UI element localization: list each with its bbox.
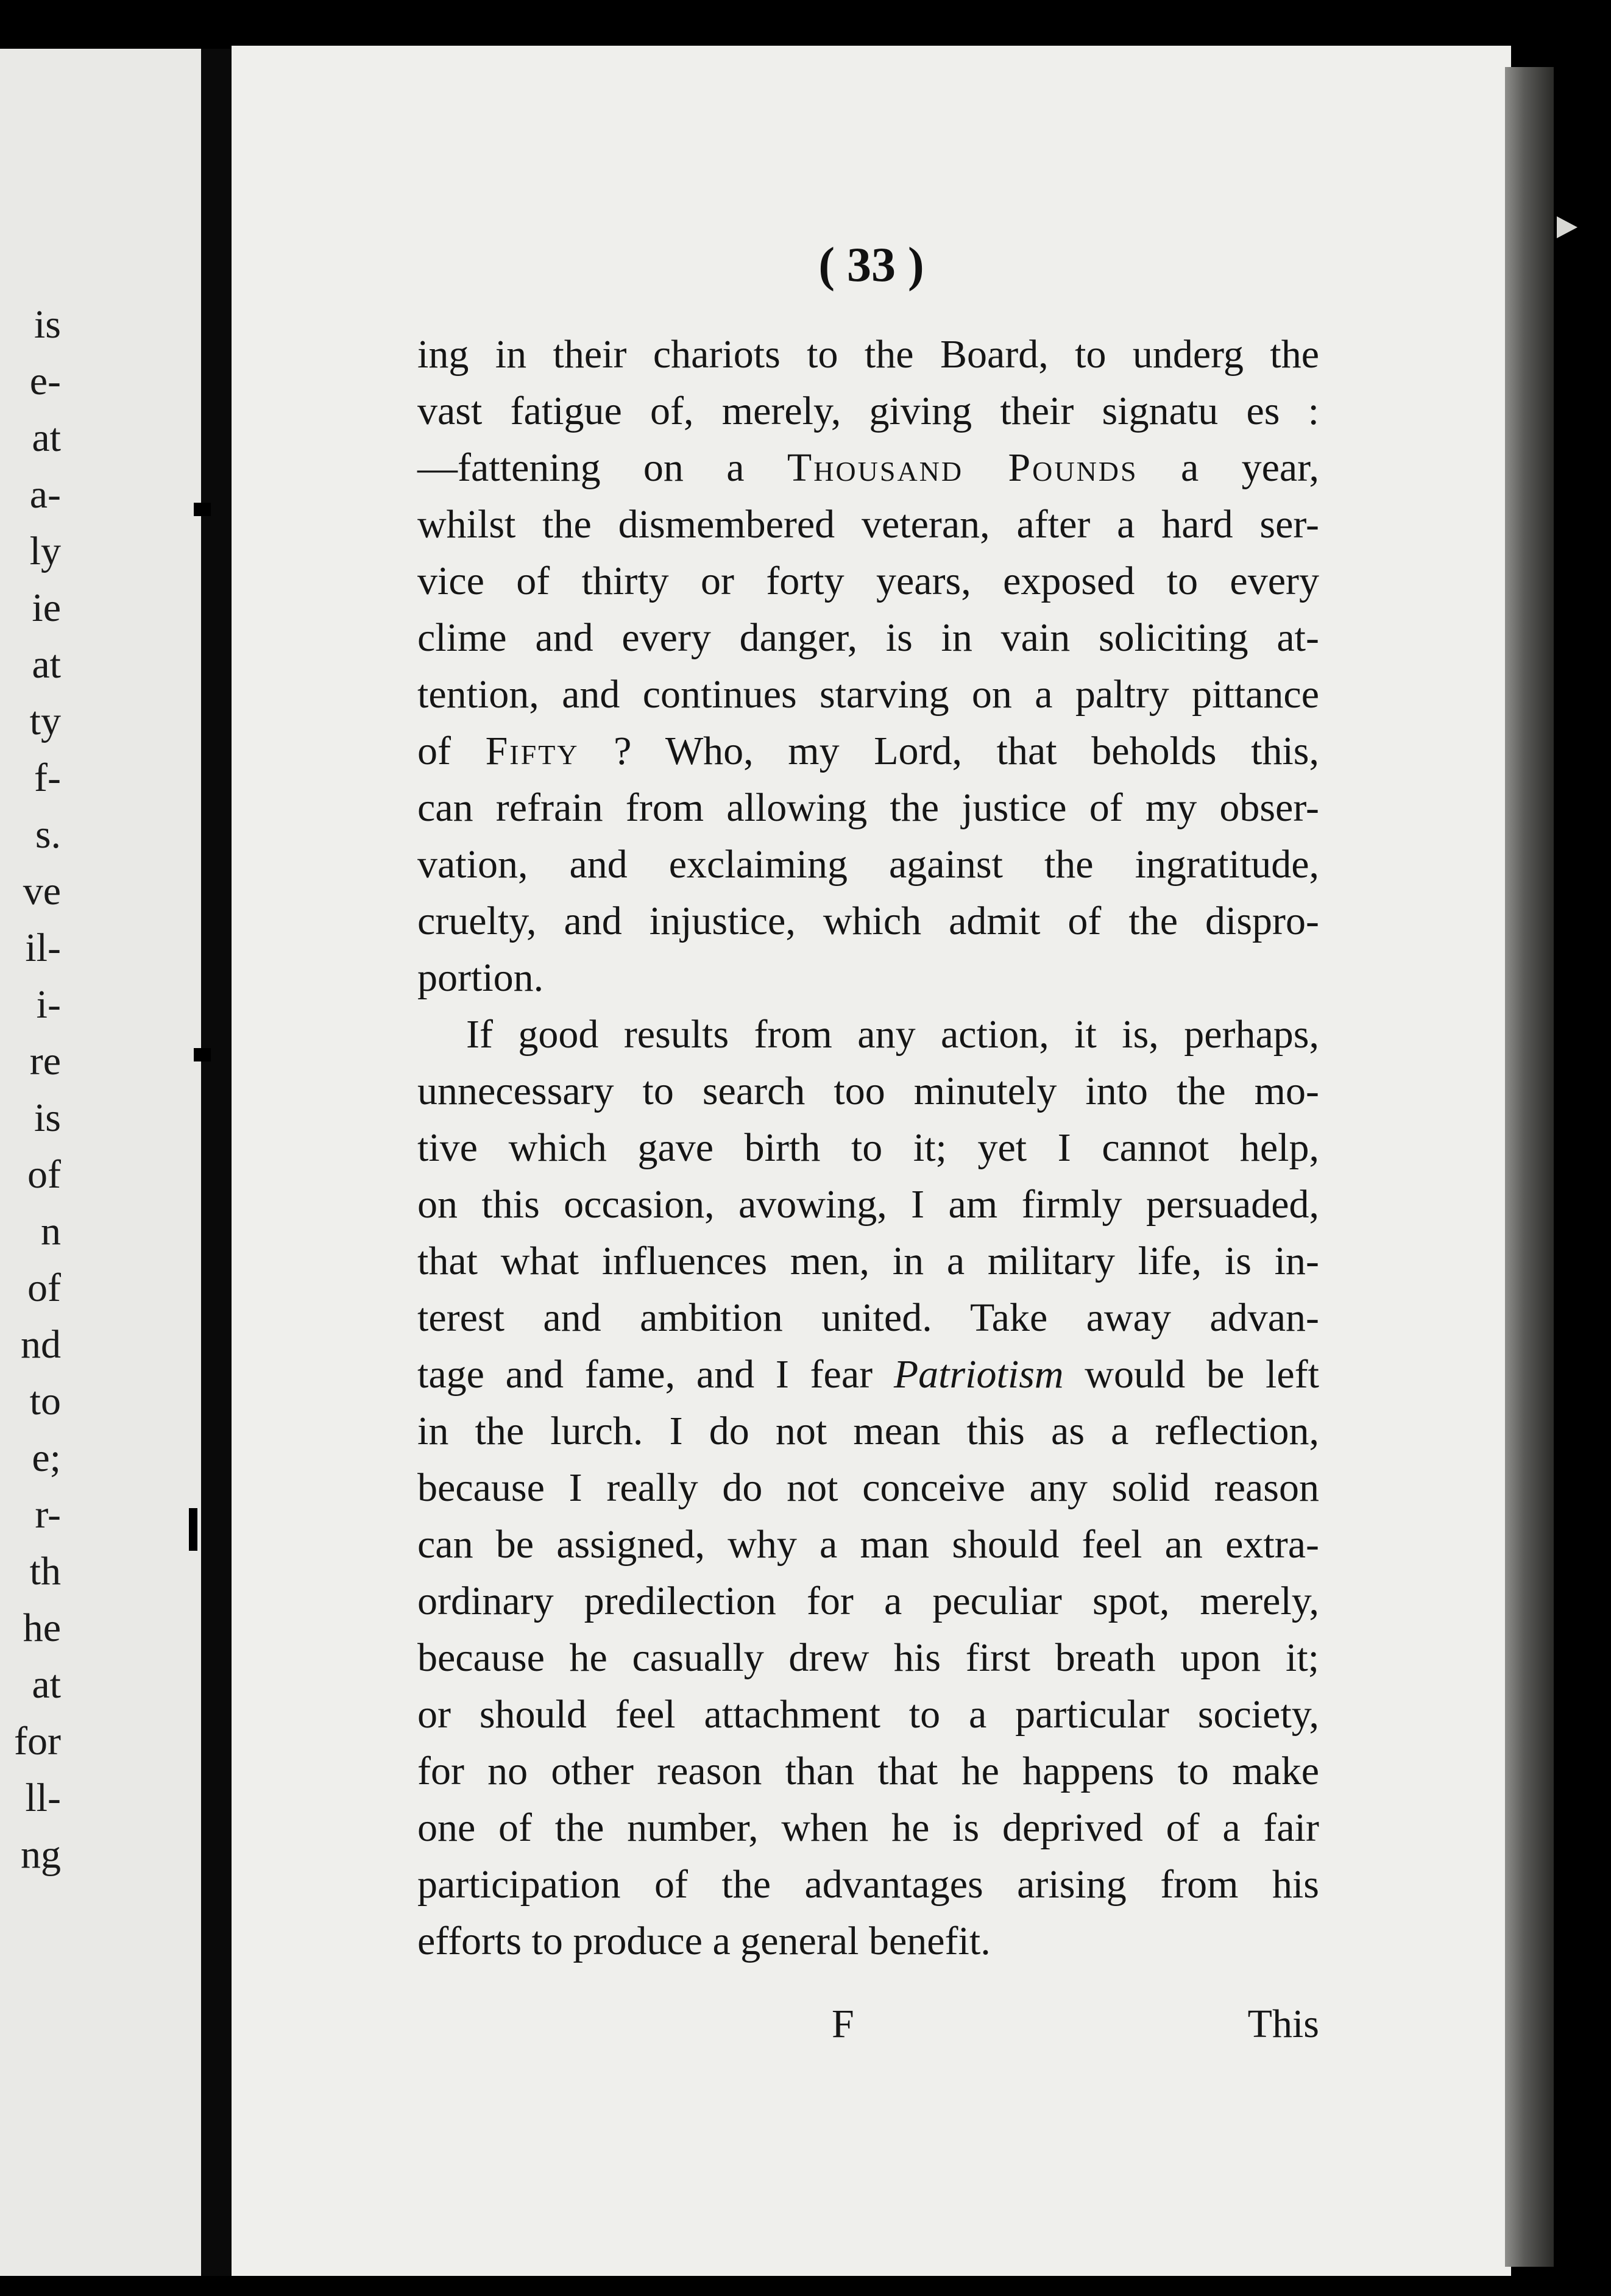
text-line: because he casually drew his first breath upon it; bbox=[417, 1635, 1319, 1680]
text-line: because I really do not conceive any solid reason bbox=[417, 1465, 1319, 1510]
text-line: in the lurch. I do not mean this as a reflection, bbox=[417, 1409, 1319, 1453]
left-page-line-fragment: at bbox=[32, 416, 61, 460]
signature-mark: F bbox=[832, 2002, 854, 2046]
left-page-line-fragment: is bbox=[34, 1096, 61, 1140]
left-page-fragment bbox=[0, 49, 201, 2276]
left-page-line-fragment: f- bbox=[34, 756, 61, 800]
left-page-line-fragment: re bbox=[29, 1039, 61, 1083]
text-run: a year, bbox=[1138, 445, 1320, 490]
binding-mark bbox=[194, 503, 211, 516]
text-line: that what influences men, in a military life, is in- bbox=[417, 1239, 1319, 1283]
left-page-line-fragment: ty bbox=[29, 699, 61, 743]
edge-tab-mark bbox=[1557, 216, 1577, 238]
body-text bbox=[417, 326, 1319, 1969]
left-page-line-fragment: ie bbox=[32, 586, 61, 630]
left-page-line-fragment: n bbox=[41, 1209, 61, 1253]
left-page-line-fragment: i- bbox=[36, 982, 61, 1027]
text-line: participation of the advantages arising from his bbox=[417, 1862, 1319, 1907]
binding-mark bbox=[194, 1048, 211, 1061]
left-page-line-fragment: ng bbox=[21, 1832, 61, 1877]
text-run: tage and fame, and I fear bbox=[417, 1352, 894, 1397]
text-line: or should feel attachment to a particular society, bbox=[417, 1692, 1319, 1737]
left-page-line-fragment: ll- bbox=[25, 1776, 61, 1820]
text-line: on this occasion, avowing, I am firmly persuaded, bbox=[417, 1182, 1319, 1227]
left-page-line-fragment: ly bbox=[29, 529, 61, 573]
text-line: can be assigned, why a man should feel an extra- bbox=[417, 1522, 1319, 1567]
paragraph-first-line: If good results from any action, it is, perhaps, bbox=[466, 1012, 1319, 1057]
italic-word: Patriotism bbox=[893, 1352, 1064, 1397]
text-line: ordinary predilection for a peculiar spot, merely, bbox=[417, 1579, 1319, 1623]
text-run: ? Who, my Lord, that beholds this, bbox=[579, 729, 1319, 773]
left-page-line-fragment: of bbox=[27, 1152, 61, 1197]
binding-mark bbox=[189, 1508, 197, 1551]
text-line: tention, and continues starving on a paltry pittance bbox=[417, 672, 1319, 717]
left-page-line-fragment: a- bbox=[29, 472, 61, 517]
text-line: cruelty, and injustice, which admit of the dispro- bbox=[417, 899, 1319, 943]
text-line: whilst the dismembered veteran, after a hard ser- bbox=[417, 502, 1319, 547]
left-page-line-fragment: he bbox=[23, 1606, 61, 1650]
page-33 bbox=[232, 46, 1511, 2276]
text-run: would be left bbox=[1063, 1352, 1319, 1397]
text-line bbox=[417, 439, 1319, 496]
small-caps-phrase: Thousand Pounds bbox=[787, 445, 1138, 490]
text-run: of bbox=[417, 729, 486, 773]
left-page-line-fragment: of bbox=[27, 1266, 61, 1310]
left-page-line-fragment: nd bbox=[21, 1322, 61, 1367]
left-page-line-fragment: e; bbox=[32, 1436, 61, 1480]
text-line: unnecessary to search too minutely into the mo- bbox=[417, 1069, 1319, 1113]
page-edges bbox=[1505, 67, 1554, 2267]
text-line: terest and ambition united. Take away advan- bbox=[417, 1295, 1319, 1340]
left-page-line-fragment: ve bbox=[23, 869, 61, 913]
page-footer bbox=[417, 1996, 1319, 2052]
book-gutter bbox=[201, 49, 232, 2276]
left-page-line-fragment: for bbox=[14, 1719, 61, 1763]
text-line bbox=[417, 723, 1319, 779]
text-line: clime and every danger, is in vain soliciting at- bbox=[417, 615, 1319, 660]
left-page-line-fragment: to bbox=[29, 1379, 61, 1423]
text-line: for no other reason than that he happens to make bbox=[417, 1749, 1319, 1793]
left-page-line-fragment: is bbox=[34, 302, 61, 347]
text-line: one of the number, when he is deprived of a fair bbox=[417, 1805, 1319, 1850]
text-line bbox=[417, 1346, 1319, 1403]
left-page-line-fragment: e- bbox=[29, 359, 61, 403]
text-line: vice of thirty or forty years, exposed to every bbox=[417, 559, 1319, 603]
text-line: tive which gave birth to it; yet I cannot help, bbox=[417, 1125, 1319, 1170]
left-page-line-fragment: th bbox=[29, 1549, 61, 1593]
text-line: can refrain from allowing the justice of my obser- bbox=[417, 785, 1319, 830]
text-line: portion. bbox=[417, 955, 544, 1000]
text-run: —fattening on a bbox=[417, 445, 787, 490]
text-line: vast fatigue of, merely, giving their signatu es : bbox=[417, 389, 1319, 433]
page-number: ( 33 ) bbox=[818, 238, 924, 292]
catchword: This bbox=[1247, 2002, 1319, 2046]
small-caps-phrase: Fifty bbox=[485, 729, 579, 773]
text-line: ing in their chariots to the Board, to underg the bbox=[417, 332, 1319, 377]
text-line: efforts to produce a general benefit. bbox=[417, 1919, 991, 1963]
text-line: vation, and exclaiming against the ingratitude, bbox=[417, 842, 1319, 887]
left-page-line-fragment: s. bbox=[35, 812, 61, 857]
left-page-line-fragment: r- bbox=[35, 1492, 61, 1537]
left-page-line-fragment: at bbox=[32, 642, 61, 687]
left-page-line-fragment: at bbox=[32, 1662, 61, 1707]
left-page-line-fragment: il- bbox=[25, 926, 61, 970]
